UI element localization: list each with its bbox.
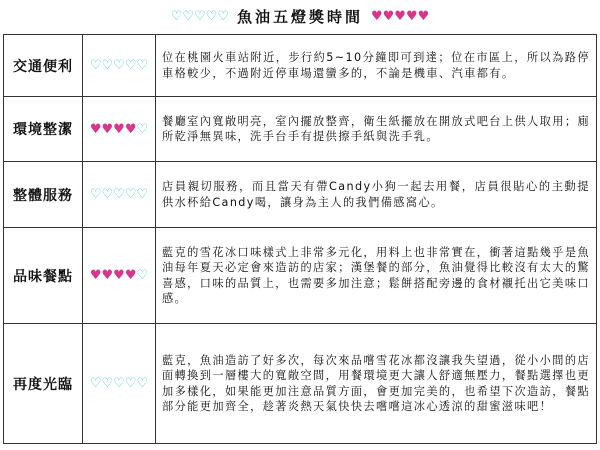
title-left-hearts-icon: ♡♡♡♡♡ <box>170 8 229 24</box>
rating-hearts <box>83 228 156 324</box>
rating-hearts <box>83 162 156 228</box>
rating-hearts <box>83 35 156 97</box>
heart-filled-icon: ♥ <box>89 121 102 137</box>
heart-filled-icon: ♥ <box>113 268 125 283</box>
heart-outline-icon: ♡ <box>113 58 125 73</box>
heart-outline-icon: ♡ <box>89 187 102 202</box>
review-table <box>3 34 597 444</box>
heart-outline-icon: ♡ <box>124 376 137 391</box>
heart-outline-icon: ♡ <box>124 58 137 73</box>
row-cleanliness <box>4 97 597 162</box>
heart-outline-icon: ♡ <box>101 187 114 202</box>
rating-hearts <box>83 324 156 444</box>
title-right-hearts-icon: ♥♥♥♥♥ <box>371 8 430 24</box>
heart-outline-icon: ♡ <box>136 121 149 137</box>
category-label: 品味餐點 <box>4 228 83 324</box>
description-text: 店員親切服務，而且當天有帶Candy小狗一起去用餐，店員很貼心的主動提供水杯給Candy喝，讓身為主人的我們備感窩心。 <box>156 162 597 228</box>
heart-outline-icon: ♡ <box>101 58 114 73</box>
heart-outline-icon: ♡ <box>113 187 125 202</box>
description-text: 藍克，魚油造訪了好多次，每次來品嚐雪花冰都沒讓我失望過，從小小間的店面轉換到一層樓大的寬敞空間，用餐環境更大讓人舒適無壓力，餐點選擇也更加多樣化，如果能更加注意品質方面，會更加完美的，也希望下次造訪，餐點部分能更加齊全，趁著炎熱天氣快快去嚐嚐這冰心透涼的甜蜜滋味吧！ <box>156 324 597 444</box>
category-label: 整體服務 <box>4 162 83 228</box>
heart-filled-icon: ♥ <box>124 121 137 137</box>
category-label: 交通便利 <box>4 35 83 97</box>
row-service <box>4 162 597 228</box>
row-revisit <box>4 324 597 444</box>
heart-filled-icon: ♥ <box>101 268 114 283</box>
category-label: 再度光臨 <box>4 324 83 444</box>
row-food <box>4 228 597 324</box>
heart-outline-icon: ♡ <box>89 376 102 391</box>
heart-outline-icon: ♡ <box>113 376 125 391</box>
heart-outline-icon: ♡ <box>101 376 114 391</box>
heart-filled-icon: ♥ <box>124 268 137 283</box>
rating-hearts <box>83 97 156 162</box>
heart-filled-icon: ♥ <box>101 121 114 137</box>
heart-outline-icon: ♡ <box>124 187 137 202</box>
heart-outline-icon: ♡ <box>136 187 149 202</box>
description-text: 餐廳室內寬敞明亮，室內擺放整齊，衛生紙擺放在開放式吧台上供人取用；廁所乾淨無異味，洗手台手有提供擦手紙與洗手乳。 <box>156 97 597 162</box>
description-text: 藍克的雪花冰口味樣式上非常多元化，用料上也非常實在，衝著這點幾乎是魚油每年夏天必定會來造訪的店家；漢堡餐的部分，魚油覺得比較沒有太大的驚喜感，口味的品質上，也需要多加注意；鬆餅搭配旁邊的食材襯托出它美味口感。 <box>156 228 597 324</box>
description-text: 位在桃園火車站附近，步行約5~10分鐘即可到達；位在市區上，所以為路停車格較少，不過附近停車場還蠻多的，不論是機車、汽車都有。 <box>156 35 597 97</box>
heart-outline-icon: ♡ <box>89 58 102 73</box>
heart-filled-icon: ♥ <box>113 121 125 137</box>
heart-outline-icon: ♡ <box>136 376 149 391</box>
row-transport <box>4 35 597 97</box>
title-text: 魚油五燈獎時間 <box>236 7 363 26</box>
heart-outline-icon: ♡ <box>136 268 149 283</box>
heart-outline-icon: ♡ <box>136 58 149 73</box>
title-bar <box>0 0 600 32</box>
heart-filled-icon: ♥ <box>89 268 102 283</box>
category-label: 環境整潔 <box>4 97 83 162</box>
